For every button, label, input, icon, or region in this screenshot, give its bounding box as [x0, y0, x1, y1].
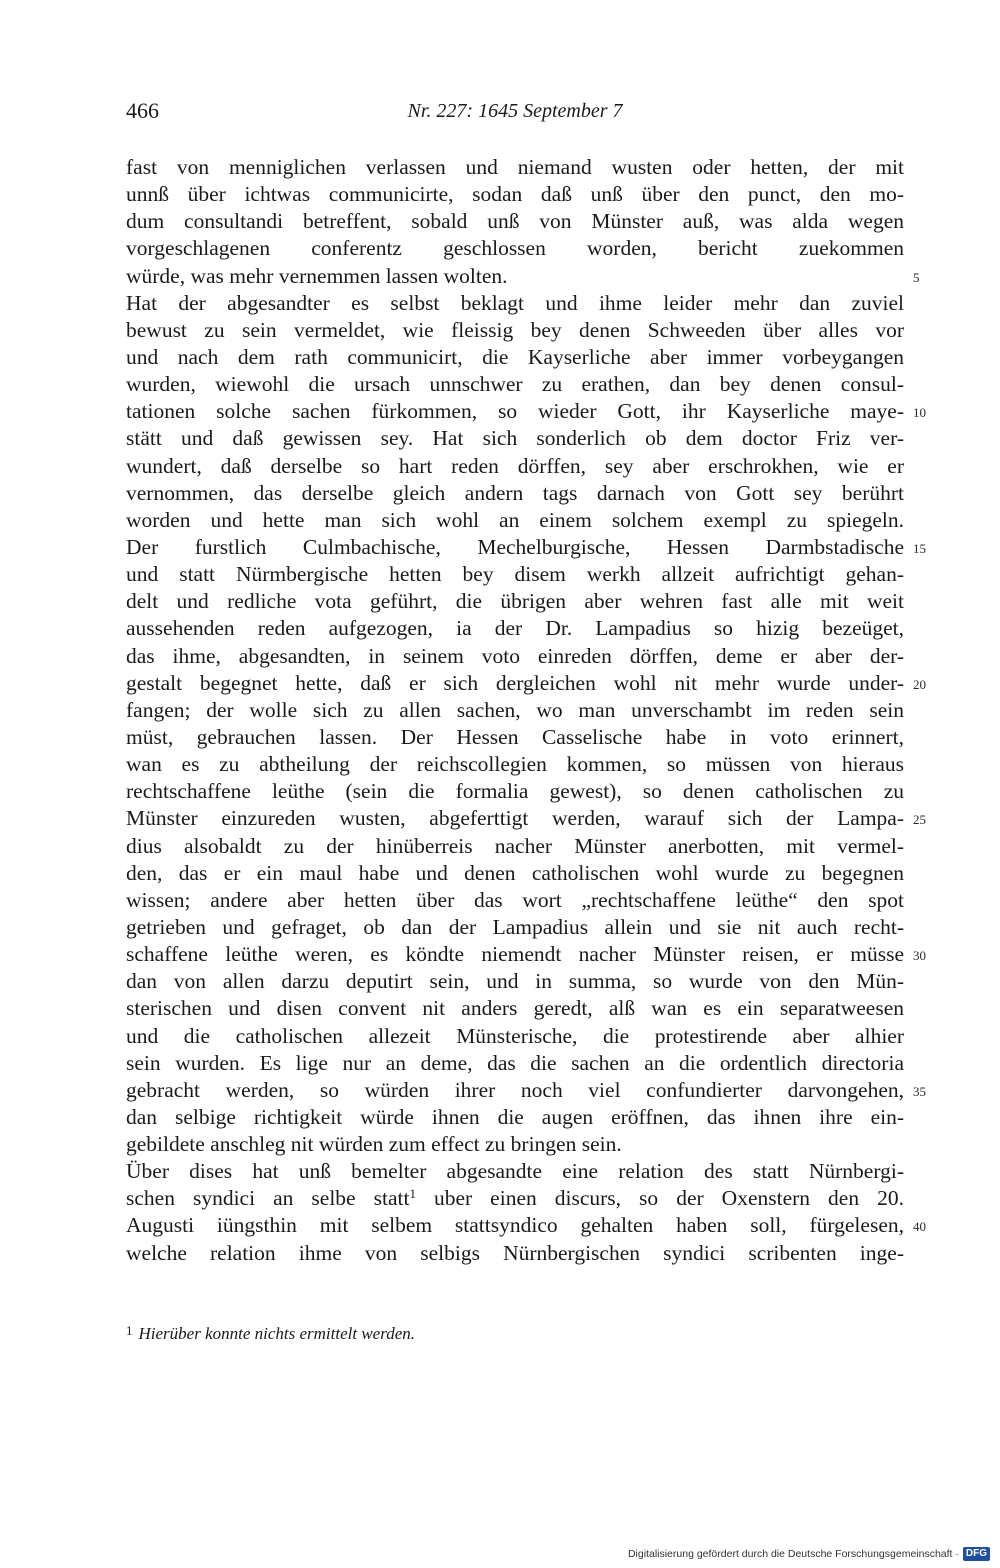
line-text [126, 398, 904, 425]
line-number: 20 [913, 676, 926, 692]
line-text [126, 995, 904, 1022]
text-line [126, 480, 904, 507]
line-text [126, 860, 904, 887]
text-line [126, 941, 926, 968]
line-text-part: tationen solche sachen fürkommen, so wieder Gott, ihr Kayserliche maye- [126, 399, 904, 424]
page-number: 466 [126, 98, 159, 123]
line-text-part: gestalt begegnet hette, daß er sich dergleichen wohl nit mehr wurde under- [126, 670, 904, 695]
line-text-part: und statt Nürmbergische hetten bey disem werkh allzeit aufrichtigt gehan- [126, 562, 904, 587]
text-line [126, 1212, 926, 1239]
line-number: 10 [913, 405, 926, 421]
text-line [126, 208, 904, 235]
line-text [126, 588, 904, 615]
line-text-part: getrieben und gefraget, ob dan der Lampadius allein und sie nit auch recht- [126, 914, 904, 939]
line-text [126, 1240, 904, 1267]
line-text-part: wurden, wiewohl die ursach unnschwer zu erathen, dan bey denen consul- [126, 372, 904, 397]
line-text [126, 1077, 904, 1104]
text-line [126, 344, 904, 371]
line-text [126, 208, 904, 235]
line-text [126, 751, 904, 778]
text-line [126, 697, 904, 724]
dfg-logo: DFG [963, 1547, 990, 1561]
line-text [126, 1131, 904, 1158]
text-line [126, 805, 926, 832]
line-text-part: dius alsobaldt zu der hinüberreis nacher Münster anerbotten, mit vermel- [126, 833, 904, 858]
line-text-part: sterischen und disen convent nit anders geredt, alß wan es ein separatweesen [126, 996, 904, 1021]
footnote-reference: 1 [409, 1186, 416, 1202]
line-text-part: unnß über ichtwas communicirte, sodan daß unß über den punct, den mo- [126, 182, 904, 207]
line-text [126, 235, 904, 262]
text-line [126, 1077, 926, 1104]
line-text-part: aussehenden reden aufgezogen, ia der Dr. Lampadius so hizig bezeüget, [126, 616, 904, 641]
text-line [126, 317, 904, 344]
line-text [126, 263, 904, 290]
line-text [126, 154, 904, 181]
line-text-part: sein wurden. Es lige nur an deme, das die sachen an die ordentlich directoria [126, 1050, 904, 1075]
line-text-part: uber einen discurs, so der Oxenstern den 20. [415, 1186, 904, 1211]
running-title: Nr. 227: 1645 September 7 [407, 100, 623, 122]
line-text-part: dan von allen darzu deputirt sein, und in summa, so wurde von den Mün- [126, 969, 904, 994]
line-text [126, 724, 904, 751]
line-number: 25 [913, 812, 926, 828]
line-number: 30 [913, 948, 926, 964]
line-text [126, 290, 904, 317]
line-text-part: fast von menniglichen verlassen und niemand wusten oder hetten, der mit [126, 155, 904, 179]
text-line [126, 995, 904, 1022]
line-text [126, 670, 904, 697]
digitization-credit [628, 1546, 990, 1562]
line-text-part: schen syndici an selbe statt [126, 1186, 410, 1211]
line-text-part: müst, gebrauchen lassen. Der Hessen Casselische habe in voto erinnert, [126, 724, 904, 749]
line-text-part: schaffene leüthe weren, es köndte niemendt nacher Münster reisen, er müsse [126, 942, 904, 967]
text-line [126, 615, 904, 642]
text-line [126, 1131, 904, 1158]
line-text [126, 643, 904, 670]
line-text-part: fangen; der wolle sich zu allen sachen, wo man unverschambt im reden sein [126, 697, 904, 722]
line-text [126, 480, 904, 507]
text-line [126, 751, 904, 778]
line-text-part: den, das er ein maul habe und denen catholischen wohl wurde zu begegnen [126, 860, 904, 885]
line-text [126, 1185, 904, 1212]
text-line [126, 643, 904, 670]
line-text [126, 833, 904, 860]
text-line [126, 670, 926, 697]
line-text-part: delt und redliche vota geführt, die übrigen aber wehren fast alle mit weit [126, 589, 904, 614]
text-line [126, 887, 904, 914]
text-line [126, 453, 904, 480]
text-line [126, 534, 926, 561]
line-text [126, 1158, 904, 1185]
line-text-part: wan es zu abtheilung der reichscollegien kommen, so müssen von hieraus [126, 752, 904, 777]
line-text-part: vernommen, das derselbe gleich andern tags darnach von Gott sey berührt [126, 480, 904, 505]
line-text-part: bewust zu sein vermeldet, wie fleissig bey denen Schweeden über alles vor [126, 317, 904, 342]
footnote-text: Hierüber konnte nichts ermittelt werden. [138, 1324, 416, 1343]
line-text-part: das ihme, abgesandten, in seinem voto einreden dörffen, deme er aber der- [126, 643, 904, 668]
line-text [126, 344, 904, 371]
line-text [126, 778, 904, 805]
body-text [126, 154, 926, 1267]
text-line [126, 154, 904, 181]
line-text-part: vorgeschlagenen conferentz geschlossen worden, bericht zuekommen [126, 236, 904, 261]
line-number: 35 [913, 1083, 926, 1099]
text-line [126, 1185, 904, 1212]
line-text [126, 1104, 904, 1131]
line-text [126, 805, 904, 832]
text-line [126, 561, 904, 588]
line-text-part: Augusti iüngsthin mit selbem stattsyndico gehalten haben soll, fürgelesen, [126, 1213, 904, 1238]
line-text [126, 697, 904, 724]
line-text [126, 941, 904, 968]
line-text [126, 181, 904, 208]
line-text-part: wissen; andere aber hetten über das wort „rechtschaffene leüthe“ den spot [126, 887, 904, 912]
text-line [126, 1023, 904, 1050]
line-text [126, 1023, 904, 1050]
text-line [126, 1104, 904, 1131]
line-text-part: wundert, daß derselbe so hart reden dörffen, sey aber erschrokhen, wie er [126, 453, 904, 478]
line-text [126, 371, 904, 398]
line-text-part: Über dises hat unß bemelter abgesandte eine relation des statt Nürnbergi- [126, 1159, 904, 1184]
line-text-part: Münster einzureden wusten, abgeferttigt werden, warauf sich der Lampa- [126, 806, 904, 831]
line-text-part: Hat der abgesandter es selbst beklagt und ihme leider mehr dan zuviel [126, 290, 904, 315]
footnote [126, 1318, 904, 1347]
line-text-part: gebracht werden, so würden ihrer noch viel confundierter darvongehen, [126, 1077, 904, 1102]
line-text-part: dum consultandi betreffent, sobald unß von Münster auß, was alda wegen [126, 209, 904, 234]
line-text-part: würde, was mehr vernemmen lassen wolten. [126, 263, 508, 288]
line-text-part: rechtschaffene leüthe (sein die formalia gewest), so denen catholischen zu [126, 779, 904, 804]
credit-text: Digitalisierung gefördert durch die Deutsche Forschungsgemeinschaft · [627, 1548, 959, 1560]
text-line [126, 290, 904, 317]
text-line [126, 398, 926, 425]
line-text [126, 453, 904, 480]
text-line [126, 425, 904, 452]
line-text-part: Der furstlich Culmbachische, Mechelburgische, Hessen Darmbstadische [126, 534, 904, 559]
line-text-part: dan selbige richtigkeit würde ihnen die augen eröffnen, das ihnen ihre ein- [126, 1104, 904, 1129]
line-text [126, 507, 904, 534]
text-line [126, 371, 904, 398]
text-line [126, 778, 904, 805]
line-text [126, 425, 904, 452]
page-header [126, 96, 904, 130]
line-text-part: und die catholischen allezeit Münsterische, die protestirende aber alhier [126, 1023, 904, 1048]
line-text [126, 561, 904, 588]
line-text-part: stätt und daß gewissen sey. Hat sich sonderlich ob dem doctor Friz ver- [126, 426, 904, 451]
line-text [126, 1050, 904, 1077]
text-line [126, 1240, 904, 1267]
line-text [126, 968, 904, 995]
line-text [126, 914, 904, 941]
footnote-mark: 1 [126, 1323, 133, 1338]
line-text [126, 534, 904, 561]
text-line [126, 1158, 904, 1185]
text-line [126, 263, 920, 290]
text-line [126, 914, 904, 941]
text-line [126, 507, 904, 534]
line-text-part: gebildete anschleg nit würden zum effect zu bringen sein. [126, 1132, 622, 1157]
line-number: 5 [913, 269, 920, 285]
line-text-part: worden und hette man sich wohl an einem solchem exempl zu spiegeln. [126, 507, 904, 532]
line-text [126, 1212, 904, 1239]
line-text [126, 615, 904, 642]
text-line [126, 860, 904, 887]
text-line [126, 588, 904, 615]
line-number: 40 [913, 1219, 926, 1235]
line-number: 15 [913, 540, 926, 556]
line-text-part: und nach dem rath communicirt, die Kayserliche aber immer vorbeygangen [126, 344, 904, 369]
line-text [126, 317, 904, 344]
line-text [126, 887, 904, 914]
text-line [126, 833, 904, 860]
text-line [126, 724, 904, 751]
text-line [126, 235, 904, 262]
text-line [126, 181, 904, 208]
line-text-part: welche relation ihme von selbigs Nürnbergischen syndici scribenten inge- [126, 1240, 904, 1265]
text-line [126, 1050, 904, 1077]
text-line [126, 968, 904, 995]
